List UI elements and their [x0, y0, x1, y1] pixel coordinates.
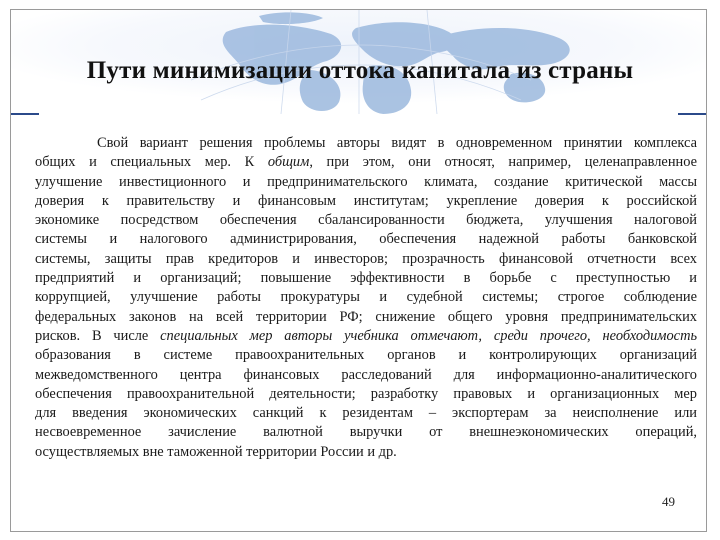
title-rule-left: [11, 113, 39, 115]
body-line: рисков. В числе специальных мер авторы учебника отмечают, среди прочего, необходимость: [35, 327, 698, 344]
body-line: осуществляемых вне таможенной территории России и др.: [35, 443, 397, 460]
body-line: обеспечения правоохранительной деятельности; разработку правовых и организационных мер: [35, 385, 697, 402]
body-line: межведомственного центра финансовых расследований для информационно-аналитического: [35, 366, 697, 383]
slide-body-text: [35, 134, 697, 462]
body-line: коррупцией, улучшение работы прокуратуры и судебной системы; строгое соблюдение: [35, 289, 697, 306]
body-line: несвоевременное зачисление валютной выручки от внешнеэкономических операций,: [35, 424, 697, 441]
body-line: улучшение инвестиционного и предпринимательского климата, создание критической массы: [35, 173, 697, 190]
body-line: образования в системе правоохранительных органов и контролирующих организаций: [35, 347, 697, 364]
body-line: предприятий и организаций; повышение эффективности в борьбе с преступностью и: [35, 270, 697, 287]
body-line: системы и налогового администрирования, обеспечения надежной работы банковской: [35, 231, 697, 248]
body-line: доверия к правительству и финансовым институтам; укрепление доверия к российской: [35, 192, 697, 209]
body-line: федеральных законов на всей территории РФ; снижение общего уровня предпринимательских: [35, 308, 697, 325]
body-line: общих и специальных мер. К общим, при этом, они относят, например, целенаправленное: [35, 154, 697, 171]
body-line: системы, защиты прав кредиторов и инвесторов; прозрачность финансовой отчетности всех: [35, 250, 697, 267]
body-line: для введения экономических санкций к резидентам – экспортерам за неисполнение или: [35, 405, 697, 422]
page-number: 49: [662, 494, 675, 509]
body-line: Свой вариант решения проблемы авторы видят в одновременном принятии комплекса: [97, 135, 697, 151]
title-rule-right: [678, 113, 706, 115]
body-line: экономике посредством обеспечения сбалансированности бюджета, улучшения налоговой: [35, 212, 697, 229]
slide-title: Пути минимизации оттока капитала из страны: [86, 57, 634, 84]
